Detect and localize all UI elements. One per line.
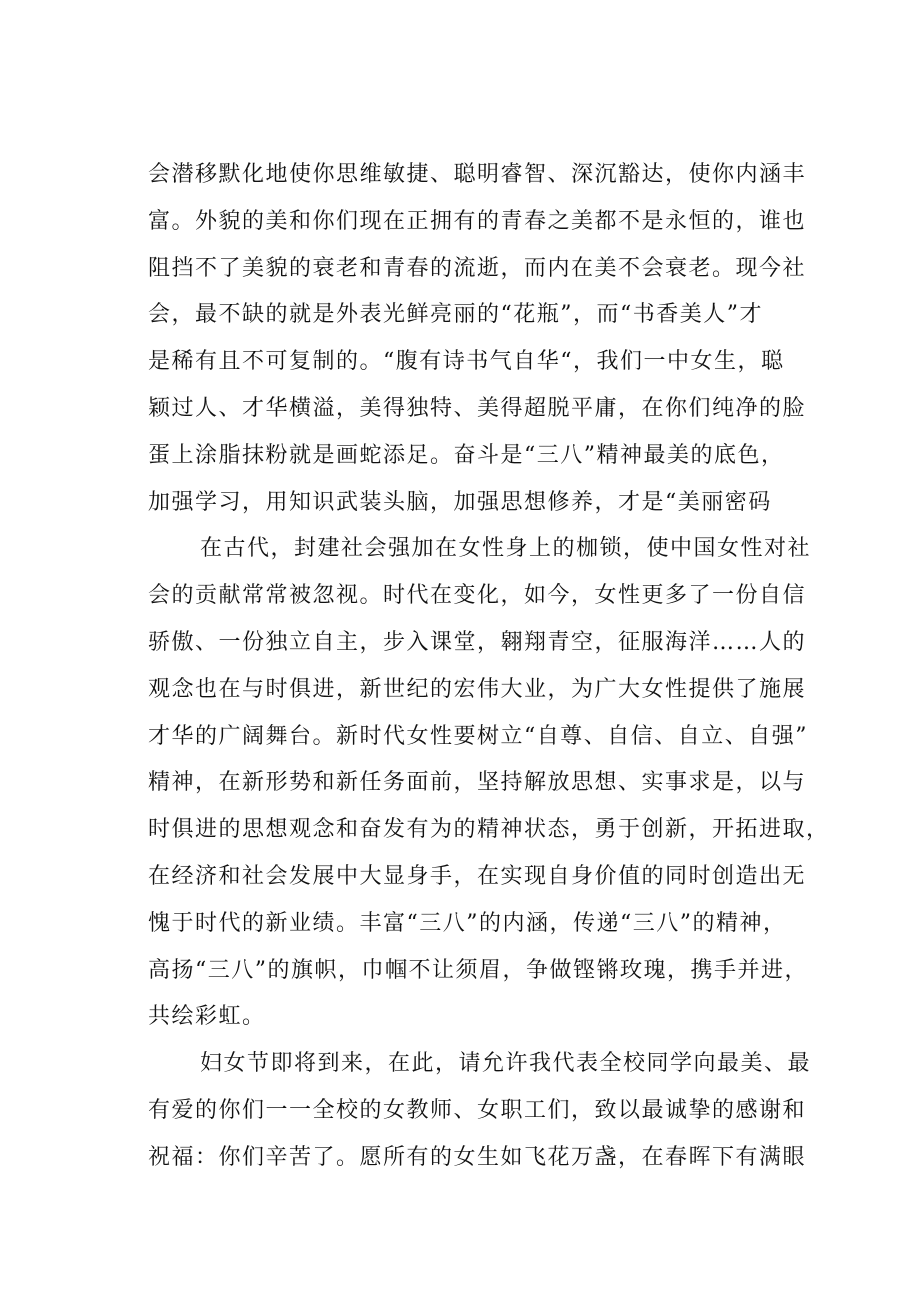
text-line: 高扬“三八”的旗帜，巾帼不让须眉，争做铿锵玫瑰，携手并进，	[148, 957, 808, 983]
text-line: 阻挡不了美貌的衰老和青春的流逝，而内在美不会衰老。现今社	[148, 255, 807, 281]
text-line: 愧于时代的新业绩。丰富“三八”的内涵，传递“三八”的精神，	[148, 910, 787, 936]
text-line: 是稀有且不可复制的。“腹有诗书气自华“，我们一中女生，聪	[148, 349, 785, 375]
text-line: 妇女节即将到来，在此，请允许我代表全校同学向最美、最	[200, 1051, 812, 1077]
paragraph-3	[148, 1041, 812, 1181]
text-line: 富。外貌的美和你们现在正拥有的青春之美都不是永恒的，谁也	[148, 208, 807, 234]
text-line: 有爱的你们一一全校的女教师、女职工们，致以最诚挚的感谢和	[148, 1097, 807, 1123]
text-line: 才华的广阔舞台。新时代女性要树立“自尊、自信、自立、自强”	[148, 723, 808, 749]
text-line: 蛋上涂脂抹粉就是画蛇添足。奋斗是“三八”精神最美的底色，	[148, 442, 785, 468]
text-line: 骄傲、一份独立自主，步入课堂，翱翔青空，征服海洋……人的	[148, 629, 807, 655]
text-line: 时俱进的思想观念和奋发有为的精神状态，勇于创新，开拓进取，	[148, 817, 830, 843]
paragraph-2	[148, 526, 830, 1041]
text-line: 共绘彩虹。	[148, 1004, 266, 1030]
text-line: 在经济和社会发展中大显身手，在实现自身价值的同时创造出无	[148, 863, 807, 889]
text-line: 观念也在与时俱进，新世纪的宏伟大业，为广大女性提供了施展	[148, 676, 807, 702]
document-body	[148, 152, 830, 1182]
text-line: 精神，在新形势和新任务面前，坚持解放思想、实事求是，以与	[148, 770, 807, 796]
text-line: 加强学习，用知识武装头脑，加强思想修养，才是“美丽密码	[148, 489, 772, 515]
paragraph-1	[148, 152, 807, 526]
text-line: 会的贡献常常被忽视。时代在变化，如今，女性更多了一份自信	[148, 583, 807, 609]
text-line: 会，最不缺的就是外表光鲜亮丽的“花瓶”，而“书香美人”才	[148, 302, 763, 328]
text-line: 颖过人、才华横溢，美得独特、美得超脱平庸，在你们纯净的脸	[148, 395, 807, 421]
text-line: 会潜移默化地使你思维敏捷、聪明睿智、深沉豁达，使你内涵丰	[148, 162, 807, 187]
text-line: 祝福：你们辛苦了。愿所有的女生如飞花万盏，在春晖下有满眼	[148, 1144, 807, 1170]
text-line: 在古代，封建社会强加在女性身上的枷锁，使中国女性对社	[200, 536, 812, 562]
